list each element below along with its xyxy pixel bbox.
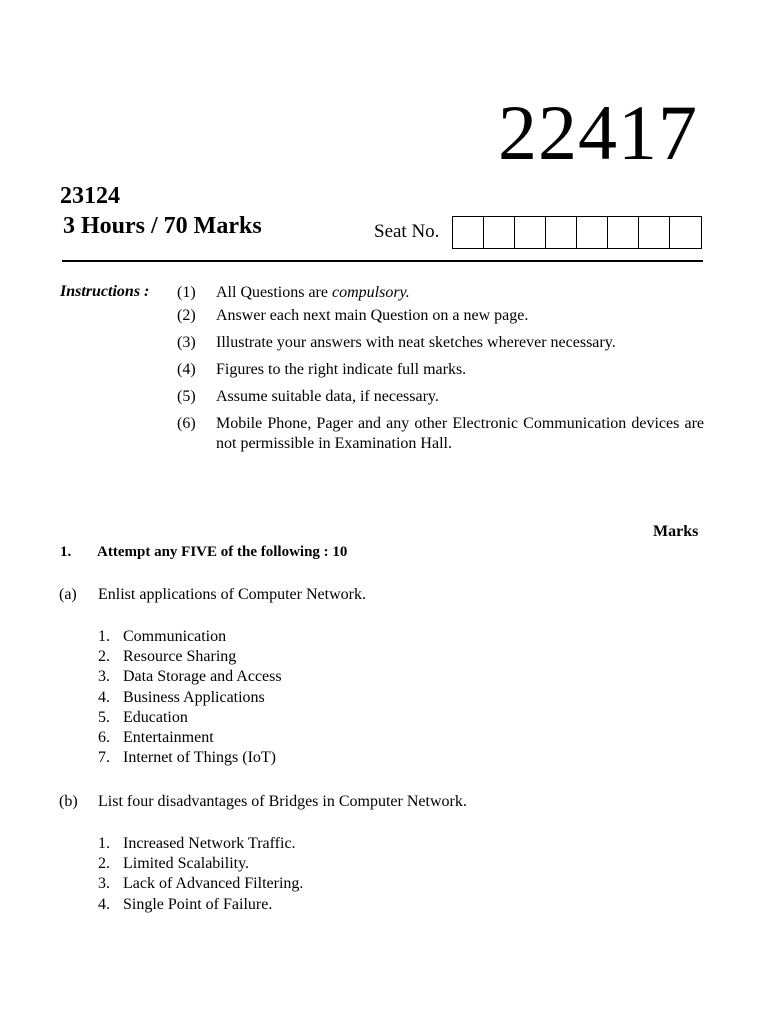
instructions-list [177,283,704,461]
seat-number-box [639,217,670,248]
instruction-item [177,414,704,454]
instruction-text [216,283,704,303]
answer-text: Resource Sharing [123,648,237,666]
seat-number-box [546,217,577,248]
seat-number-box [515,217,546,248]
seat-number-box [484,217,515,248]
answer-number: 3. [98,668,110,686]
seat-number-label: Seat No. [374,221,440,242]
list-item [98,895,303,915]
instruction-number: (3) [177,334,196,351]
instruction-text-emphasis: compulsory. [331,284,410,301]
instruction-text-plain: All Questions are [216,284,332,301]
answer-text: Business Applications [123,688,265,706]
subquestion-text: Enlist applications of Computer Network. [98,586,366,603]
subquestion-text: List four disadvantages of Bridges in Computer Network. [98,793,467,810]
instruction-item [177,387,704,407]
instruction-item [177,333,704,353]
answer-text: Increased Network Traffic. [123,835,296,852]
instruction-item [177,283,704,303]
answer-number: 1. [98,835,110,852]
instruction-number: (5) [177,388,196,405]
answer-number: 2. [98,855,110,873]
list-item [98,854,303,874]
instructions-heading: Instructions : [60,283,150,300]
answer-text: Entertainment [123,729,214,747]
list-item [98,708,282,728]
seat-number-box [670,217,701,248]
marks-column-label: Marks [653,523,699,540]
answer-number: 3. [98,875,110,893]
subject-code: 23124 [60,183,120,209]
seat-number-box [608,217,639,248]
answer-text: Communication [123,628,227,645]
instruction-number: (2) [177,307,196,324]
list-item [98,748,282,768]
list-item [98,688,282,708]
answer-number: 2. [98,648,110,666]
seat-number-box [453,217,484,248]
answer-number: 5. [98,708,110,726]
seat-number-boxes [452,216,702,249]
subquestion-letter: (a) [59,586,77,603]
duration-marks: 3 Hours / 70 Marks [63,213,262,239]
answer-text: Limited Scalability. [123,855,250,873]
instruction-text: Assume suitable data, if necessary. [216,388,439,405]
list-item [98,667,282,687]
instruction-text: Mobile Phone, Pager and any other Electronic Communication devices are not permissible in Examination Hall. [216,415,704,452]
paper-code: 22417 [498,89,698,176]
instruction-number: (4) [177,361,196,378]
seat-number-box [577,217,608,248]
answer-number: 1. [98,628,110,645]
list-item [98,834,303,854]
answer-text: Single Point of Failure. [123,895,273,913]
list-item [98,874,303,894]
answer-text: Lack of Advanced Filtering. [123,875,304,893]
answer-list-a [98,627,282,768]
answer-text: Internet of Things (IoT) [123,749,276,767]
answer-number: 6. [98,729,110,747]
instruction-text: Figures to the right indicate full marks. [216,361,467,378]
answer-list-b [98,834,303,915]
question-text: Attempt any FIVE of the following : 10 [97,544,348,560]
answer-number: 7. [98,749,110,767]
answer-text: Data Storage and Access [123,668,282,686]
answer-number: 4. [98,895,110,913]
subquestion-letter: (b) [59,793,78,810]
header-divider [62,260,703,262]
instruction-number: (1) [177,284,196,301]
instruction-text: Answer each next main Question on a new page. [216,307,529,324]
list-item [98,627,282,647]
instruction-item [177,306,704,326]
answer-number: 4. [98,688,110,706]
instruction-number: (6) [177,415,196,432]
instruction-item [177,360,704,380]
list-item [98,728,282,748]
question-number: 1. [60,544,72,560]
list-item [98,647,282,667]
instruction-text: Illustrate your answers with neat sketches wherever necessary. [216,334,616,351]
answer-text: Education [123,708,188,726]
